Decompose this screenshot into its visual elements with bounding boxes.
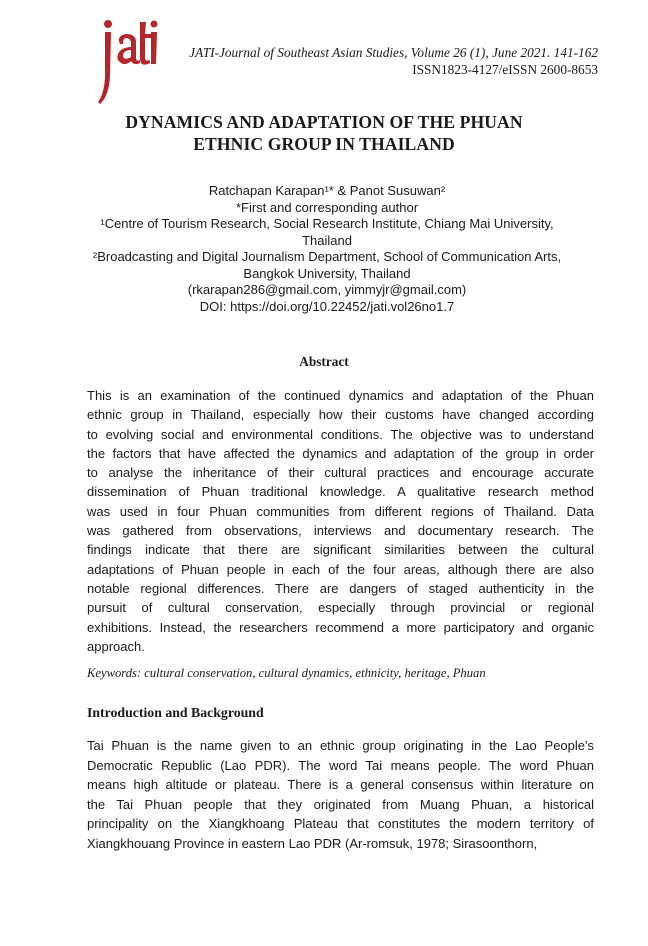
abstract-line: notable regional differences. There are dangers of staged authenticity in the [87,580,594,596]
intro-line: principality on the Xiangkhoang Plateau that constitutes the modern territory of [87,816,594,832]
keywords: Keywords: cultural conservation, cultural dynamics, ethnicity, heritage, Phuan [87,666,486,680]
intro-line: means high altitude or plateau. There is a general consensus within literature on [87,777,594,793]
abstract-line: was used in four Phuan communities from different regions of Thailand. Data [87,503,594,519]
intro-line: Tai Phuan is the name given to an ethnic group originating in the Lao People's [87,738,594,753]
affiliation-1-country: Thailand [302,232,352,248]
abstract-line: ethnic group in Thailand, especially how their customs have changed according [87,407,594,423]
issn: ISSN1823-4127/eISSN 2600-8653 [412,61,598,77]
abstract-line: findings indicate that there are significant similarities between the cultural [87,542,594,558]
intro-line: Xiangkhouang Province in eastern Lao PDR (Ar-romsuk, 1978; Sirasoonthorn, [87,835,538,851]
author-emails: (rkarapan286@gmail.com, yimmyjr@gmail.com) [187,282,467,297]
intro-line: the Tai Phuan people that they originated from Muang Phuan, a historical [87,796,594,812]
abstract-line: exhibitions. Instead, the researchers recommend a more participatory and organic [87,619,594,635]
abstract-line: approach. [87,638,145,654]
abstract-line: This is an examination of the continued dynamics and adaptation of the Phuan [87,388,594,403]
title-line-1: DYNAMICS AND ADAPTATION OF THE PHUAN [125,112,523,132]
paper-title [0,111,648,155]
introduction-body [87,736,594,854]
abstract-line: was gathered from observations, interviews and documentary research. The [87,523,594,539]
abstract-body [87,386,594,656]
abstract-line: the factors that have affected the dynamics and adaptation of the group in order [87,445,594,461]
author-names: Ratchapan Karapan¹* & Panot Susuwan² [208,183,446,198]
author-block [40,183,614,315]
abstract-line: to evolving social and environmental conditions. The objective was to understand [87,426,594,442]
affiliation-1: ¹Centre of Tourism Research, Social Research Institute, Chiang Mai University, [100,216,554,231]
affiliation-2-country: Bangkok University, Thailand [243,265,411,281]
journal-header [189,45,598,78]
title-line-2: ETHNIC GROUP IN THAILAND [193,134,455,154]
intro-line: Democratic Republic (Lao PDR). The word Tai means people. The word Phuan [87,757,594,773]
journal-citation: JATI-Journal of Southeast Asian Studies, Volume 26 (1), June 2021. 141-162 [189,45,598,60]
jati-logo [96,14,160,106]
affiliation-2: ²Broadcasting and Digital Journalism Department, School of Communication Arts, [92,249,562,264]
abstract-line: pursuit of cultural conservation, especially through provincial or regional [87,600,594,616]
abstract-line: to analyse the inheritance of their cultural practices and encourage accurate [87,465,594,481]
abstract-heading: Abstract [299,354,349,369]
section-heading-introduction: Introduction and Background [87,705,264,720]
abstract-line: adaptations of Phuan people in each of the four areas, although there are also [87,561,594,577]
abstract-line: dissemination of Phuan traditional knowledge. A qualitative research method [87,484,594,500]
corresponding-note: *First and corresponding author [235,199,419,215]
doi: DOI: https://doi.org/10.22452/jati.vol26no1.7 [199,298,455,314]
